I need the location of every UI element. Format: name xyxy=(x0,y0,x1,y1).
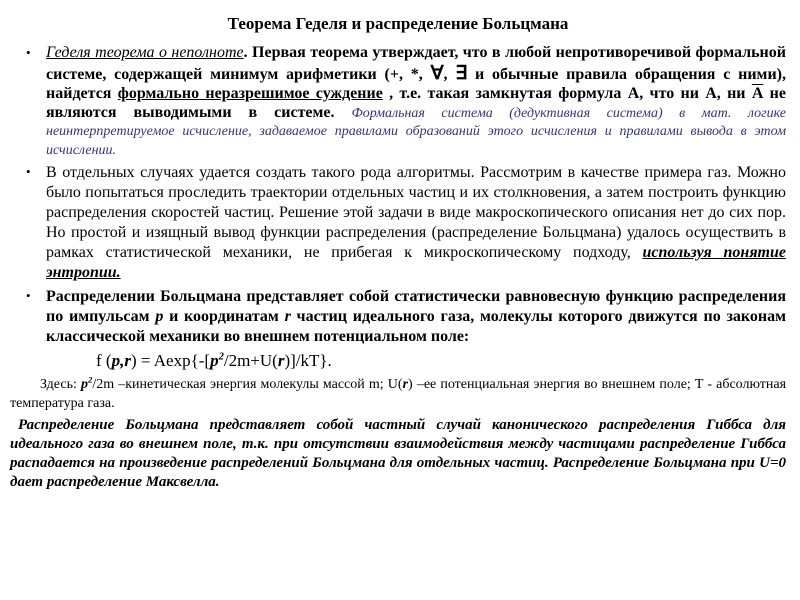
text-segment: 2 xyxy=(87,373,93,384)
text-segment: Формальная система (дедуктивная система) в мат. логике неинтерпретируемое исчисление, задаваемое правилами образований этого исчисления и правилами вывода в этом исчислении. xyxy=(46,105,786,158)
bullet-item-algorithms-gas xyxy=(22,163,786,284)
text-segment: p,r xyxy=(111,350,131,370)
text-segment: формально неразрешимое суждение xyxy=(117,84,383,102)
text-segment: . xyxy=(243,44,253,61)
text-segment: /2m+U( xyxy=(223,350,278,370)
text-segment: p xyxy=(155,307,164,325)
text-segment: Распределении Больцмана представляет собой статистически равновесную функцию распределения по импульсам xyxy=(46,287,786,325)
bullet-text-boltzmann-distribution xyxy=(46,288,786,345)
text-segment: )]/kT}. xyxy=(284,350,332,370)
text-segment: , xyxy=(443,65,456,83)
text-segment: Геделя теорема о неполноте xyxy=(46,44,244,61)
text-segment: частиц идеального газа, молекулы которого движутся по законам классической механики во внешнем потенциальном поле: xyxy=(46,307,786,345)
text-segment: А xyxy=(751,84,764,102)
bullet-item-boltzmann-distribution xyxy=(22,287,786,347)
bullet-item-godel-theorem xyxy=(22,44,786,160)
text-segment: /2m –кинетическая энергия молекулы массой m; U( xyxy=(92,376,403,392)
text-segment: ∃ xyxy=(455,62,468,84)
text-segment: и обычные правила обращения с ними), найдется xyxy=(46,65,786,102)
text-segment: используя понятие энтропии. xyxy=(46,244,787,282)
text-segment: не являются выводимыми в системе. xyxy=(46,84,787,121)
text-segment: и координатам xyxy=(163,307,285,325)
text-segment: ∀ xyxy=(430,62,444,84)
boltzmann-formula xyxy=(96,351,786,371)
text-segment: , т.е. такая замкнутая формула А, что ни А, ни xyxy=(382,84,752,102)
bullet-list xyxy=(10,44,786,347)
bullet-text-algorithms-gas xyxy=(46,164,786,282)
bullet-text-godel-theorem xyxy=(46,44,786,158)
text-segment: p xyxy=(210,350,219,370)
text-segment: ) = Aexp{-[ xyxy=(130,350,211,370)
text-segment: 2 xyxy=(218,350,224,362)
text-segment: Распределение Больцмана представляет собой частный случай канонического распределения Гиббса для идеального газа во внешнем поле, т.к. при отсутствии взаимодействия между частицами распределение Гиббса распадается на произведение распределений Больцмана для отдельных частиц. Распределение Больцмана при U=0 дает распределение Максвелла. xyxy=(10,416,786,490)
text-segment: В отдельных случаях удается создать такого рода алгоритмы. Рассмотрим в качестве примера газ. Можно было попытаться проследить траектории отдельных частиц и их столкновения, а затем построить функцию распределения скоростей частиц. Решение этой задачи в виде макроскопического описания нет до сих пор. Но простой и изящный вывод функции распределения (распределение Больцмана) удалось осуществить в рамках статистической механики, не прибегая к микроскопическому подходу, xyxy=(46,163,786,262)
text-segment: ) –ее потенциальная энергия во внешнем поле; T - абсолютная температура газа. xyxy=(10,376,787,412)
text-segment: f ( xyxy=(96,350,112,370)
slide-title: Теорема Геделя и распределение Больцмана xyxy=(227,14,569,33)
gibbs-maxwell-footnote xyxy=(10,416,786,492)
formula-notation-note xyxy=(10,375,786,414)
text-segment: p xyxy=(80,376,88,392)
bullet-icon: • xyxy=(26,163,31,179)
text-segment: Первая теорема утверждает, что в любой непротиворечивой формальной системе, содержащей минимум арифметики (+, *, xyxy=(46,44,786,83)
text-segment: r xyxy=(402,376,409,392)
text-segment: r xyxy=(284,307,291,325)
text-segment: r xyxy=(277,350,285,370)
bullet-icon: • xyxy=(26,45,31,60)
text-segment: Здесь: xyxy=(40,376,81,392)
bullet-icon: • xyxy=(26,287,31,303)
